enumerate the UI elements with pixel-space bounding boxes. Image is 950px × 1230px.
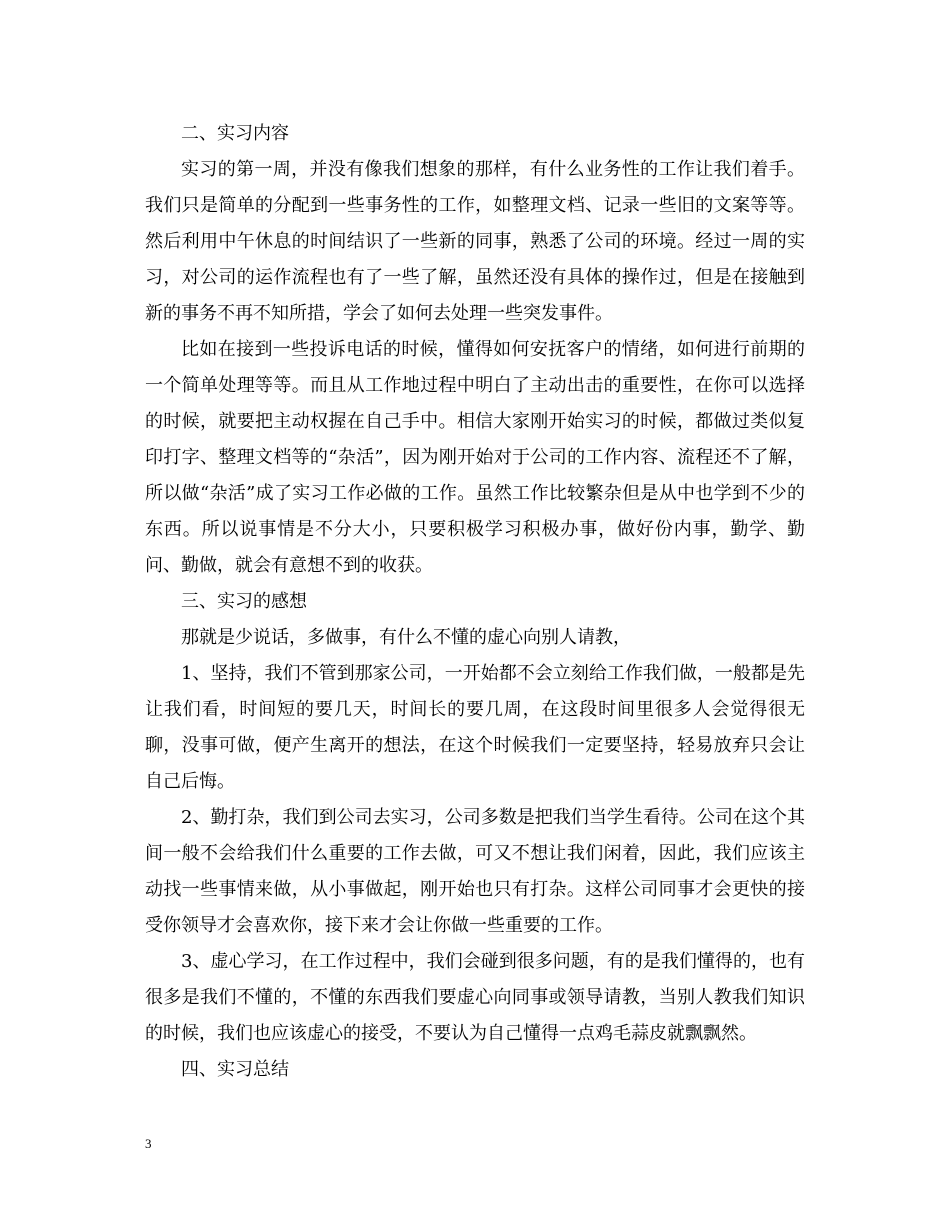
paragraph-point-chores: 2、勤打杂，我们到公司去实习，公司多数是把我们当学生看待。公司在这个其间一般不会给我们什么重要的工作去做，可又不想让我们闲着，因此，我们应该主动找一些事情来做，从小事做起，刚开始也只有打杂。这样公司同事才会更快的接受你领导才会喜欢你，接下来才会让你做一些重要的工作。 bbox=[145, 807, 805, 936]
section-heading-summary: 四、实习总结 bbox=[181, 1059, 289, 1080]
document-body bbox=[145, 116, 805, 1088]
page-number: 3 bbox=[145, 1136, 152, 1151]
paragraph-feelings-intro: 那就是少说话，多做事，有什么不懂的虚心向别人请教， bbox=[181, 627, 631, 648]
paragraph-complaint-calls: 比如在接到一些投诉电话的时候，懂得如何安抚客户的情绪，如何进行前期的一个简单处理等等。而且从工作地过程中明白了主动出击的重要性，在你可以选择的时候，就要把主动权握在自己手中。相信大家刚开始实习的时候，都做过类似复印打字、整理文档等的“杂活”，因为刚开始对于公司的工作内容、流程还不了解，所以做“杂活”成了实习工作必做的工作。虽然工作比较繁杂但是从中也学到不少的东西。所以说事情是不分大小，只要积极学习积极办事，做好份内事，勤学、勤问、勤做，就会有意想不到的收获。 bbox=[145, 339, 805, 576]
paragraph-first-week: 实习的第一周，并没有像我们想象的那样，有什么业务性的工作让我们着手。我们只是简单的分配到一些事务性的工作，如整理文档、记录一些旧的文案等等。然后利用中午休息的时间结识了一些新的同事，熟悉了公司的环境。经过一周的实习，对公司的运作流程也有了一些了解，虽然还没有具体的操作过，但是在接触到新的事务不再不知所措，学会了如何去处理一些突发事件。 bbox=[145, 159, 805, 324]
section-heading-feelings: 三、实习的感想 bbox=[181, 591, 307, 612]
section-heading-content: 二、实习内容 bbox=[181, 123, 289, 144]
paragraph-point-persist: 1、坚持，我们不管到那家公司，一开始都不会立刻给工作我们做，一般都是先让我们看，时间短的要几天，时间长的要几周，在这段时间里很多人会觉得很无聊，没事可做，便产生离开的想法，在这个时候我们一定要坚持，轻易放弃只会让自己后悔。 bbox=[145, 663, 805, 792]
paragraph-point-humble: 3、虚心学习，在工作过程中，我们会碰到很多问题，有的是我们懂得的，也有很多是我们不懂的，不懂的东西我们要虚心向同事或领导请教，当别人教我们知识的时候，我们也应该虚心的接受，不要认为自己懂得一点鸡毛蒜皮就飘飘然。 bbox=[145, 951, 805, 1044]
